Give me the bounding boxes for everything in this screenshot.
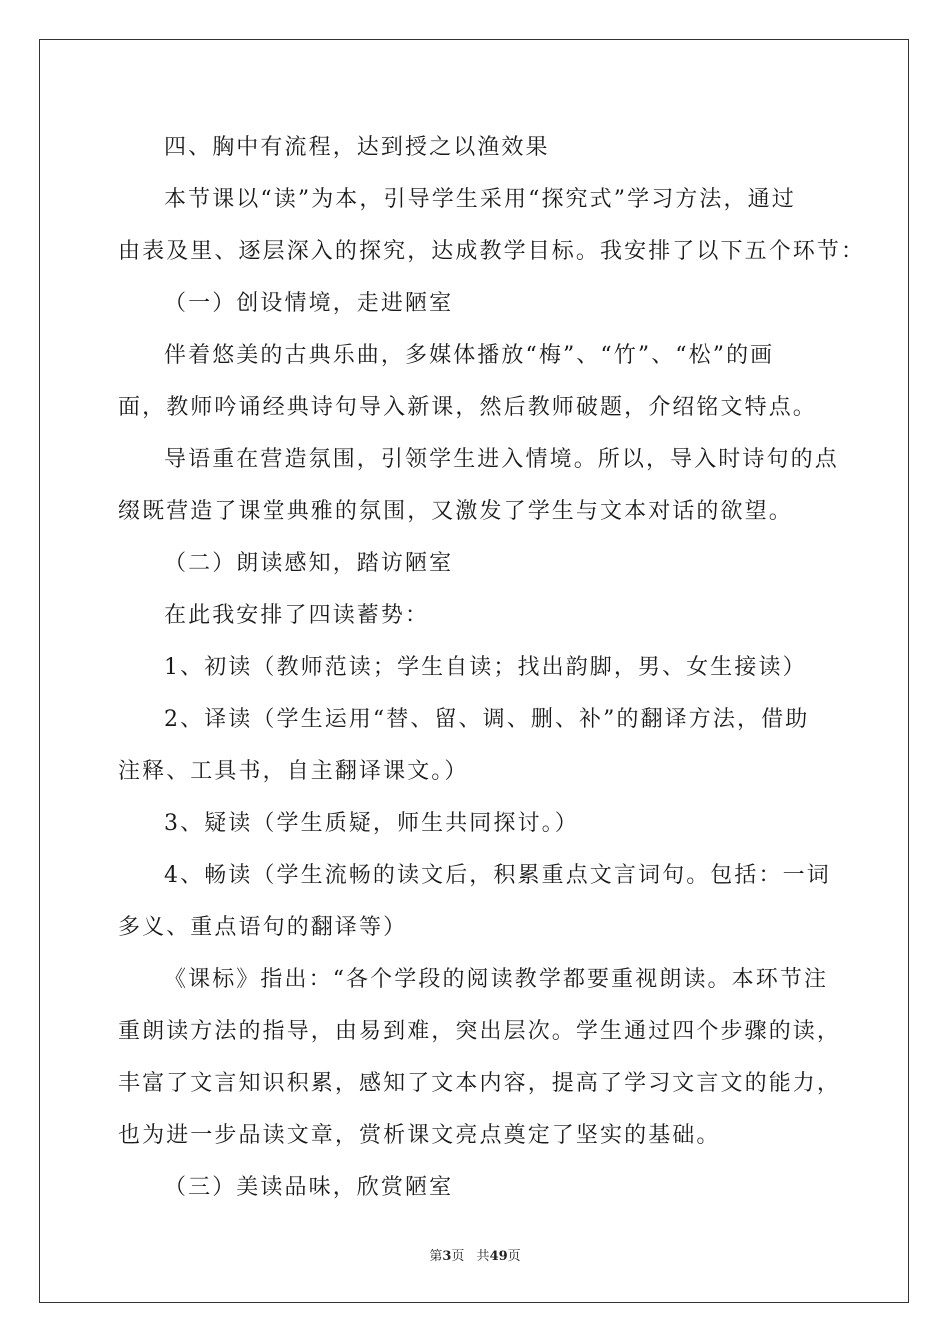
page-indicator [429,1249,464,1264]
paragraph-line: 也为进一步品读文章，赏析课文亮点奠定了坚实的基础。 [118,1123,721,1148]
page-footer [0,1245,950,1264]
section-heading-four: 四、胸中有流程，达到授之以渔效果 [164,135,550,160]
paragraph-line: 《课标》指出：“各个学段的阅读教学都要重视朗读。本环节注 [164,967,829,992]
list-item-continued: 注释、工具书，自主翻译课文。） [118,759,469,784]
total-prefix: 共 [476,1249,490,1264]
total-pages-indicator [477,1249,521,1264]
paragraph-line: 重朗读方法的指导，由易到难，突出层次。学生通过四个步骤的读， [118,1019,842,1044]
paragraph-line: 丰富了文言知识积累，感知了文本内容，提高了学习文言文的能力， [118,1071,842,1096]
list-item: 4、畅读（学生流畅的读文后，积累重点文言词句。包括：一词 [164,863,831,888]
paragraph-line: 在此我安排了四读蓄势： [164,603,430,628]
paragraph-line: 面，教师吟诵经典诗句导入新课，然后教师破题，介绍铭文特点。 [118,395,817,420]
paragraph-line: 导语重在营造氛围，引领学生进入情境。所以，导入时诗句的点 [164,447,839,472]
paragraph-line: 本节课以“读”为本，引导学生采用“探究式”学习方法，通过 [164,187,796,212]
paragraph-line: 由表及里、逐层深入的探究，达成教学目标。我安排了以下五个环节： [118,239,866,264]
list-item: 2、译读（学生运用“替、留、调、删、补”的翻译方法，借助 [164,707,810,732]
list-item: 3、疑读（学生质疑，师生共同探讨。） [164,811,579,836]
page-prefix: 第 [429,1249,443,1264]
total-suffix: 页 [507,1249,521,1264]
list-item-continued: 多义、重点语句的翻译等） [118,915,408,940]
paragraph-line: 缀既营造了课堂典雅的氛围，又激发了学生与文本对话的欲望。 [118,499,793,524]
subsection-heading-two: （二）朗读感知，踏访陋室 [164,551,454,576]
page-suffix: 页 [451,1249,465,1264]
paragraph-line: 伴着悠美的古典乐曲，多媒体播放“梅”、“竹”、“松”的画 [164,343,775,368]
list-item: 1、初读（教师范读；学生自读；找出韵脚，男、女生接读） [164,655,807,680]
subsection-heading-one: （一）创设情境，走进陋室 [164,291,454,316]
subsection-heading-three: （三）美读品味，欣赏陋室 [164,1175,454,1200]
page-number: 3 [442,1249,452,1264]
total-pages: 49 [489,1249,508,1264]
